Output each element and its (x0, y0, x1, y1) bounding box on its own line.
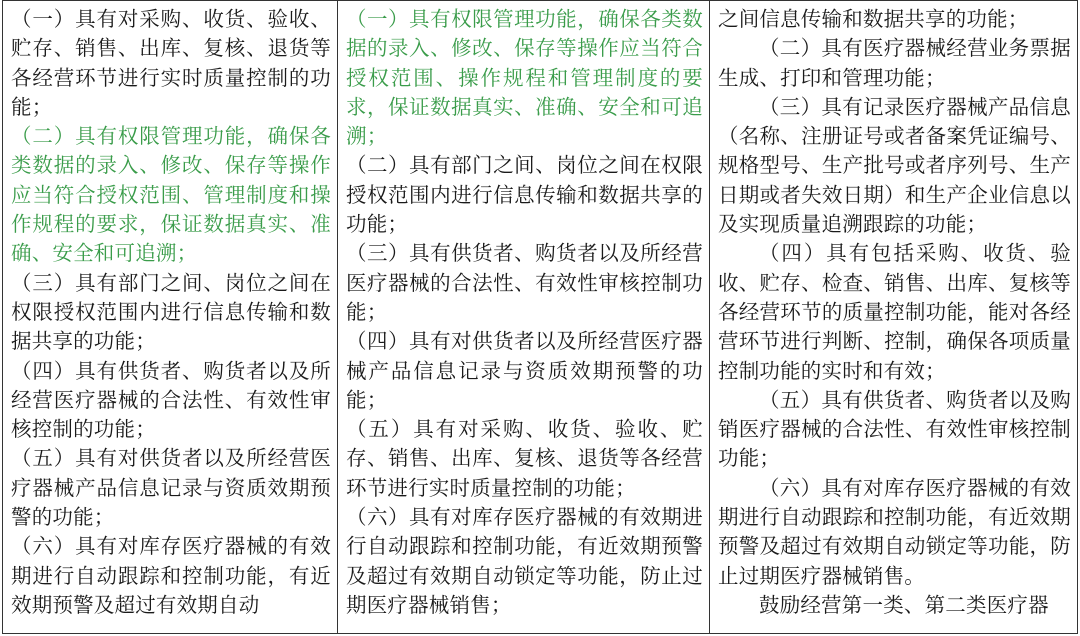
comparison-table (2, 0, 1078, 634)
col3-para-5: （五）具有供货者、购货者以及购销医疗器械的合法性、有效性审核控制功能； (718, 387, 1071, 471)
col2-para-5: （五）具有对采购、收货、验收、贮存、销售、出库、复核、退货等各经营环节进行实时质量控制的功能； (346, 417, 703, 500)
column-left (3, 1, 338, 633)
col1-para-2-highlighted: （二）具有权限管理功能，确保各类数据的录入、修改、保存等操作应当符合授权范围、管理制度和操作规程的要求，保证数据真实、准确、安全和可追溯； (11, 124, 331, 266)
col2-para-1-highlighted: （一）具有权限管理功能，确保各类数据的录入、修改、保存等操作应当符合授权范围、操作规程和管理制度的要求，保证数据真实、准确、安全和可追溯； (346, 7, 703, 149)
col1-para-6: （六）具有对库存医疗器械的有效期进行自动跟踪和控制功能，有近效期预警及超过有效期自动 (11, 534, 331, 617)
col3-para-1: 之间信息传输和数据共享的功能； (718, 7, 1029, 31)
col3-para-4: （四）具有包括采购、收货、验收、贮存、检查、销售、出库、复核等各经营环节的质量控制功能，能对各经营环节进行判断、控制，确保各项质量控制功能的实时和有效； (718, 241, 1071, 383)
col1-para-1: （一）具有对采购、收货、验收、贮存、销售、出库、复核、退货等各经营环节进行实时质量控制的功能； (11, 7, 331, 119)
col2-para-6: （六）具有对库存医疗器械的有效期进行自动跟踪和控制功能，有近效期预警及超过有效期自动锁定等功能，防止过期医疗器械销售； (346, 505, 703, 617)
col3-para-7: 鼓励经营第一类、第二类医疗器 (759, 592, 1049, 617)
col1-para-3: （三）具有部门之间、岗位之间在权限授权范围内进行信息传输和数据共享的功能； (11, 270, 331, 354)
col1-para-4: （四）具有供货者、购货者以及所经营医疗器械的合法性、有效性审核控制的功能； (11, 358, 331, 442)
col2-para-2: （二）具有部门之间、岗位之间在权限授权范围内进行信息传输和数据共享的功能； (346, 153, 703, 237)
column-middle (338, 1, 710, 633)
col1-para-5: （五）具有对供货者以及所经营医疗器械产品信息记录与资质效期预警的功能； (11, 446, 331, 530)
column-right (710, 1, 1077, 633)
col2-para-4: （四）具有对供货者以及所经营医疗器械产品信息记录与资质效期预警的功能； (346, 329, 703, 412)
col3-para-3: （三）具有记录医疗器械产品信息（名称、注册证号或者备案凭证编号、规格型号、生产批号或者序列号、生产日期或者失效日期）和生产企业信息以及实现质量追溯跟踪的功能； (718, 94, 1071, 237)
col3-para-6: （六）具有对库存医疗器械的有效期进行自动跟踪和控制功能，有近效期预警及超过有效期自动锁定等功能，防止过期医疗器械销售。 (718, 475, 1071, 588)
col3-para-2: （二）具有医疗器械经营业务票据生成、打印和管理功能； (718, 36, 1071, 90)
col2-para-3: （三）具有供货者、购货者以及所经营医疗器械的合法性、有效性审核控制功能； (346, 241, 703, 324)
